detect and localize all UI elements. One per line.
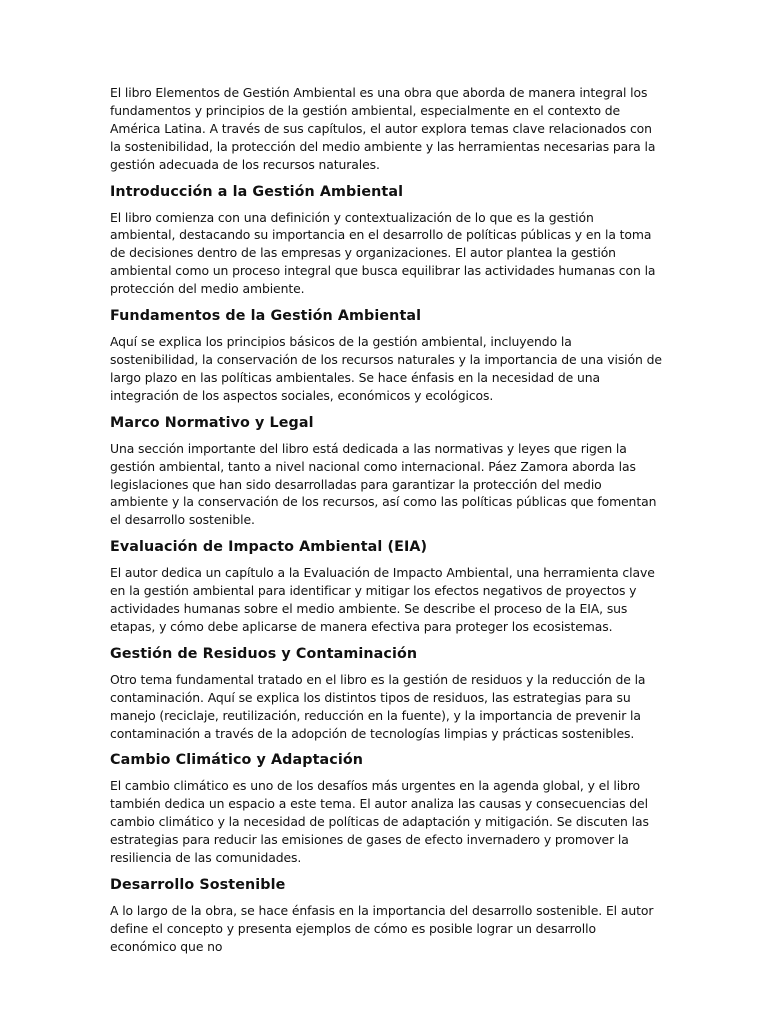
section-body-desarrollo-sostenible: A lo largo de la obra, se hace énfasis en la importancia del desarrollo sostenible. El autor define el concepto y presenta ejemplos de cómo es posible lograr un desarrollo económico que no [110, 903, 654, 954]
section-heading-fundamentos: Fundamentos de la Gestión Ambiental [110, 308, 422, 325]
intro-paragraph: El libro Elementos de Gestión Ambiental es una obra que aborda de manera integral los fundamentos y principios de la gestión ambiental, especialmente en el contexto de América Latina. A través de sus capítulos, el autor explora temas clave relacionados con la sostenibilidad, la protección del medio ambiente y las herramientas necesarias para la gestión adecuada de los recursos naturales. [110, 85, 656, 172]
section-body-fundamentos: Aquí se explica los principios básicos de la gestión ambiental, incluyendo la sostenibilidad, la conservación de los recursos naturales y la importancia de una visión de largo plazo en las políticas ambientales. Se hace énfasis en la necesidad de una integración de los aspectos sociales, económicos y ecológicos. [110, 334, 662, 403]
section-heading-introduccion: Introducción a la Gestión Ambiental [110, 183, 404, 200]
section-body-introduccion: El libro comienza con una definición y contextualización de lo que es la gestión ambiental, destacando su importancia en el desarrollo de políticas públicas y en la toma de decisiones dentro de las empresas y organizaciones. El autor plantea la gestión ambiental como un proceso integral que busca equilibrar las actividades humanas con la protección del medio ambiente. [110, 209, 656, 297]
document-page [110, 84, 662, 956]
section-body-cambio-climatico: El cambio climático es uno de los desafíos más urgentes en la agenda global, y el libro también dedica un espacio a este tema. El autor analiza las causas y consecuencias del cambio climático y la necesidad de políticas de adaptación y mitigación. Se discuten las estrategias para reducir las emisiones de gases de efecto invernadero y promover la resiliencia de las comunidades. [110, 778, 649, 866]
section-body-eia: El autor dedica un capítulo a la Evaluación de Impacto Ambiental, una herramienta clave en la gestión ambiental para identificar y mitigar los efectos negativos de proyectos y actividades humanas sobre el medio ambiente. Se describe el proceso de la EIA, sus etapas, y cómo debe aplicarse de manera efectiva para proteger los ecosistemas. [110, 565, 655, 634]
section-heading-cambio-climatico: Cambio Climático y Adaptación [110, 752, 364, 769]
section-heading-desarrollo-sostenible: Desarrollo Sostenible [110, 877, 286, 893]
section-heading-residuos: Gestión de Residuos y Contaminación [110, 645, 418, 662]
section-body-residuos: Otro tema fundamental tratado en el libro es la gestión de residuos y la reducción de la contaminación. Aquí se explica los distintos tipos de residuos, las estrategias para su manejo (reciclaje, reutilización, reducción en la fuente), y la importancia de prevenir la contaminación a través de la adopción de tecnologías limpias y prácticas sostenibles. [110, 671, 646, 741]
section-heading-eia: Evaluación de Impacto Ambiental (EIA) [110, 539, 428, 556]
section-heading-marco-normativo: Marco Normativo y Legal [110, 414, 314, 431]
section-body-marco-normativo: Una sección importante del libro está dedicada a las normativas y leyes que rigen la gestión ambiental, tanto a nivel nacional como internacional. Páez Zamora aborda las legislaciones que han sido desarrolladas para garantizar la protección del medio ambiente y la conservación de los recursos, así como las políticas públicas que fomentan el desarrollo sostenible. [110, 440, 657, 528]
